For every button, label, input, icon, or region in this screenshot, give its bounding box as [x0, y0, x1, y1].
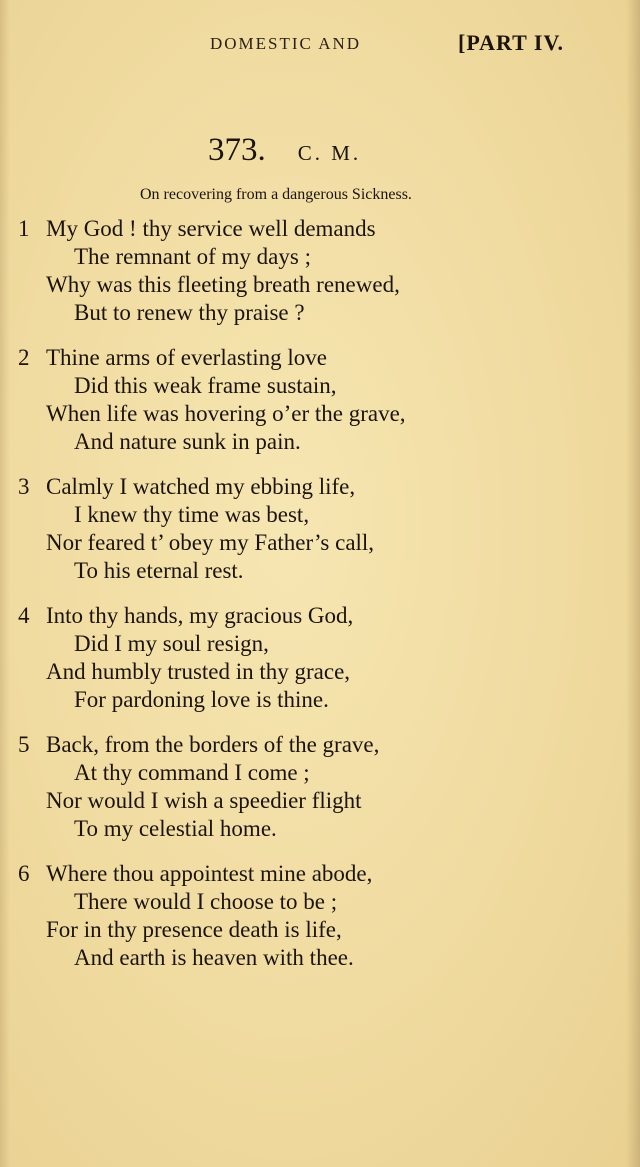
verse-line: My God ! thy service well demands [46, 216, 376, 241]
stanza [18, 602, 618, 714]
verse-line: There would I choose to be ; [74, 889, 338, 914]
verse-line: Nor feared t’ obey my Father’s call, [46, 530, 375, 555]
page-gutter-shadow [0, 0, 10, 1167]
stanza [18, 473, 618, 585]
stanza [18, 215, 618, 327]
verse-line: Thine arms of everlasting love [46, 345, 328, 370]
stanza-number: 4 [18, 603, 30, 628]
part-label: [PART IV. [458, 30, 565, 55]
stanza [18, 344, 618, 456]
hymn-header [208, 132, 361, 169]
verse-line: I knew thy time was best, [74, 502, 310, 527]
verse-line: And humbly trusted in thy grace, [46, 659, 351, 684]
stanza-number: 6 [18, 861, 30, 886]
stanza-number: 3 [18, 474, 30, 499]
verse-line: At thy command I come ; [74, 760, 310, 785]
hymn-subtitle: On recovering from a dangerous Sickness. [140, 186, 412, 203]
verse-line: Nor would I wish a speedier flight [46, 788, 362, 813]
hymn-stanzas [18, 215, 618, 989]
verse-line: The remnant of my days ; [74, 244, 311, 269]
verse-line: Did I my soul resign, [74, 631, 269, 656]
verse-line: Into thy hands, my gracious God, [46, 603, 354, 628]
stanza-number: 5 [18, 732, 30, 757]
hymn-number: 373. [208, 132, 266, 168]
verse-line: Why was this fleeting breath renewed, [46, 272, 400, 297]
verse-line: And earth is heaven with thee. [74, 945, 354, 970]
verse-line: Did this weak frame sustain, [74, 373, 337, 398]
stanza-number: 1 [18, 216, 30, 241]
verse-line: For in thy presence death is life, [46, 917, 342, 942]
verse-line: And nature sunk in pain. [74, 429, 301, 454]
verse-line: When life was hovering o’er the grave, [46, 401, 406, 426]
stanza [18, 860, 618, 972]
verse-line: To my celestial home. [74, 816, 277, 841]
page-edge-shadow [626, 0, 640, 1167]
hymn-meter: C. M. [297, 141, 362, 165]
stanza [18, 731, 618, 843]
running-head: DOMESTIC AND [210, 34, 362, 53]
verse-line: Calmly I watched my ebbing life, [46, 474, 356, 499]
verse-line: But to renew thy praise ? [74, 300, 305, 325]
verse-line: Where thou appointest mine abode, [46, 861, 373, 886]
verse-line: For pardoning love is thine. [74, 687, 329, 712]
verse-line: Back, from the borders of the grave, [46, 732, 380, 757]
verse-line: To his eternal rest. [74, 558, 244, 583]
stanza-number: 2 [18, 345, 30, 370]
